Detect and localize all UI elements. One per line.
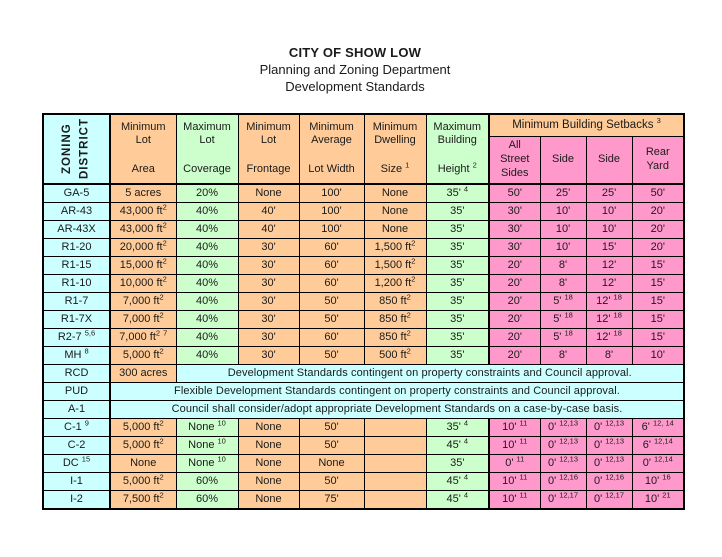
data-cell: 10,000 $ft^2$ [110, 275, 176, 293]
data-cell: 10' $^{11}$ [489, 491, 540, 510]
data-cell: 40% [176, 221, 238, 239]
data-cell: None [364, 203, 426, 221]
data-cell: 20' [489, 329, 540, 347]
row-label: R1-7X [43, 311, 110, 329]
header-line: Coverage [183, 162, 231, 175]
data-cell: 15' [632, 293, 684, 311]
data-cell: 35' [426, 221, 489, 239]
column-header-lines [111, 118, 176, 181]
header-line: Average [311, 134, 352, 147]
setbacks-subheader-1 [540, 137, 586, 185]
row-label: MH $^8$ [43, 347, 110, 365]
data-cell: 12' [586, 257, 632, 275]
header-line: Lot [199, 134, 215, 147]
subheader-line: Side [597, 153, 621, 166]
data-cell: 5,000 $ft^2$ [110, 347, 176, 365]
data-cell: 5 acres [110, 184, 176, 203]
data-cell: 6' $^{12,14}$ [632, 437, 684, 455]
data-cell: 300 acres [110, 365, 176, 383]
data-cell: 30' [489, 221, 540, 239]
data-cell: 1,200 $ft^2$ [364, 275, 426, 293]
header-line: Dwelling [374, 134, 416, 147]
row-label: AR-43 [43, 203, 110, 221]
data-cell: 50' [299, 311, 364, 329]
data-cell: 12' [586, 275, 632, 293]
table-row [43, 203, 684, 221]
data-cell: 0' $^{12,13}$ [586, 455, 632, 473]
data-cell: 50' [299, 419, 364, 437]
row-label: C-2 [43, 437, 110, 455]
column-header-lines [427, 118, 489, 181]
column-header-1 [176, 114, 238, 184]
data-cell: 0' $^{12,17}$ [586, 491, 632, 510]
data-cell: 8' [540, 257, 586, 275]
header-line: Minimum [309, 120, 354, 133]
header-line: Building [437, 134, 477, 147]
data-cell: 35' [426, 239, 489, 257]
data-cell: 50' [489, 184, 540, 203]
data-cell: 850 $ft^2$ [364, 329, 426, 347]
data-cell: 30' [238, 257, 299, 275]
header-line: Lot [260, 134, 277, 147]
setbacks-group-header: Minimum Building Setbacks $^3$ [489, 114, 684, 137]
data-cell: 0' $^{12,13}$ [540, 419, 586, 437]
data-cell: None [238, 419, 299, 437]
header-line: Height $^2$ [437, 160, 477, 175]
header-line: Area [131, 162, 155, 175]
data-cell: 5,000 $ft^2$ [110, 419, 176, 437]
data-cell: 45' $^4$ [426, 491, 489, 510]
table-row [43, 257, 684, 275]
subheader-line: Side [551, 153, 575, 166]
title-block [40, 45, 670, 94]
data-cell: 35' [426, 203, 489, 221]
data-cell: 12' $^{18}$ [586, 293, 632, 311]
subheader-line: Rear [645, 146, 670, 159]
data-cell: 10' [586, 203, 632, 221]
data-cell: 100' [299, 221, 364, 239]
table-row [43, 239, 684, 257]
data-cell: 35' [426, 329, 489, 347]
data-cell: 0' $^{11}$ [489, 455, 540, 473]
table-row [43, 275, 684, 293]
data-cell: 35' [426, 455, 489, 473]
data-cell: 35' $^4$ [426, 419, 489, 437]
data-cell: 50' [299, 473, 364, 491]
data-cell: 40% [176, 275, 238, 293]
data-cell: 45' $^4$ [426, 437, 489, 455]
data-cell: 15' [632, 275, 684, 293]
column-header-5 [426, 114, 489, 184]
data-cell: 10' [632, 347, 684, 365]
data-cell: 0' $^{12,16}$ [540, 473, 586, 491]
data-cell: 35' [426, 257, 489, 275]
page-subtitle-standards: Development Standards [285, 79, 425, 94]
data-cell: 0' $^{12,17}$ [540, 491, 586, 510]
data-cell: 100' [299, 184, 364, 203]
row-label: R2-7 $^{5,6}$ [43, 329, 110, 347]
table-row [43, 311, 684, 329]
data-cell: 40% [176, 311, 238, 329]
data-cell: 43,000 $ft^2$ [110, 221, 176, 239]
row-label: C-1 $^9$ [43, 419, 110, 437]
data-cell: 0' $^{12,16}$ [586, 473, 632, 491]
data-cell: None [238, 184, 299, 203]
row-label: PUD [43, 383, 110, 401]
data-cell: 60% [176, 491, 238, 510]
column-header-2 [238, 114, 299, 184]
data-cell: 60' [299, 329, 364, 347]
data-cell: 35' [426, 275, 489, 293]
row-label: I-1 [43, 473, 110, 491]
row-label: R1-7 [43, 293, 110, 311]
data-cell: 20' [632, 203, 684, 221]
data-cell: 0' $^{12,13}$ [540, 437, 586, 455]
data-cell: 40% [176, 239, 238, 257]
data-cell: 25' [586, 184, 632, 203]
data-cell: 500 $ft^2$ [364, 347, 426, 365]
data-cell: None [238, 473, 299, 491]
table-row [43, 365, 684, 383]
data-cell [364, 455, 426, 473]
table-row [43, 184, 684, 203]
row-label: R1-20 [43, 239, 110, 257]
data-cell: 20' [489, 311, 540, 329]
data-cell: 15' [632, 329, 684, 347]
data-cell [364, 419, 426, 437]
data-cell: 30' [238, 293, 299, 311]
data-cell: 1,500 $ft^2$ [364, 257, 426, 275]
table-row [43, 347, 684, 365]
data-cell: 100' [299, 203, 364, 221]
data-cell: 30' [238, 275, 299, 293]
data-cell: 10' [586, 221, 632, 239]
data-cell: 40% [176, 293, 238, 311]
data-cell: 850 $ft^2$ [364, 293, 426, 311]
column-header-lines [300, 118, 364, 181]
setbacks-subheader-0 [489, 137, 540, 185]
table-row [43, 329, 684, 347]
table-row [43, 221, 684, 239]
data-cell: 5,000 $ft^2$ [110, 437, 176, 455]
data-cell: 20' [489, 293, 540, 311]
data-cell: 20' [632, 239, 684, 257]
data-cell: 35' [426, 311, 489, 329]
data-cell: 75' [299, 491, 364, 510]
data-cell: 8' [586, 347, 632, 365]
data-cell: 10' $^{16}$ [632, 473, 684, 491]
data-cell: 6' $^{12, 14}$ [632, 419, 684, 437]
page-title: CITY OF SHOW LOW [288, 45, 422, 60]
header-line: Lot [135, 134, 151, 147]
data-cell: 20' [632, 221, 684, 239]
data-cell: 10' $^{21}$ [632, 491, 684, 510]
header-line: Minimum [246, 120, 291, 133]
data-cell: None $^{10}$ [176, 455, 238, 473]
data-cell: None [238, 455, 299, 473]
merged-note-cell: Flexible Development Standards contingent on property constraints and Council approval. [110, 383, 684, 401]
row-label: A-1 [43, 401, 110, 419]
row-label: RCD [43, 365, 110, 383]
data-cell: 850 $ft^2$ [364, 311, 426, 329]
data-cell: 35' [426, 347, 489, 365]
data-cell: 40' [238, 203, 299, 221]
data-cell: 10' $^{11}$ [489, 473, 540, 491]
data-cell: 30' [489, 239, 540, 257]
data-cell: 5' $^{18}$ [540, 311, 586, 329]
data-cell: 7,000 $ft^2$ [110, 311, 176, 329]
data-cell [364, 491, 426, 510]
data-cell: 8' [540, 275, 586, 293]
data-cell: 43,000 $ft^2$ [110, 203, 176, 221]
row-label: GA-5 [43, 184, 110, 203]
header-line: Minimum [372, 120, 418, 133]
row-label: DC $^{15}$ [43, 455, 110, 473]
table-row [43, 293, 684, 311]
table-row [43, 455, 684, 473]
subheader-line: All [508, 139, 521, 152]
corner-header-zoning-district [43, 114, 110, 184]
data-cell: 50' [299, 437, 364, 455]
data-cell: 20' [489, 257, 540, 275]
header-line: Size $^1$ [380, 160, 410, 175]
data-cell: 20' [489, 347, 540, 365]
data-cell: None [299, 455, 364, 473]
header-line: Lot Width [308, 162, 355, 175]
column-header-lines [239, 118, 299, 181]
data-cell: 7,000 $ft^2$ [110, 293, 176, 311]
table-row [43, 473, 684, 491]
column-header-4 [364, 114, 426, 184]
row-label: R1-10 [43, 275, 110, 293]
data-cell: 15,000 $ft^2$ [110, 257, 176, 275]
subheader-line: Sides [500, 166, 529, 179]
data-cell: 0' $^{12,14}$ [632, 455, 684, 473]
data-cell: None [110, 455, 176, 473]
data-cell: 15' [632, 257, 684, 275]
data-cell: 45' $^4$ [426, 473, 489, 491]
row-label: I-2 [43, 491, 110, 510]
data-cell: 60' [299, 257, 364, 275]
header-line: Maximum [433, 120, 482, 133]
row-label: AR-43X [43, 221, 110, 239]
data-cell: 12' $^{18}$ [586, 311, 632, 329]
data-cell: 50' [299, 347, 364, 365]
data-cell: None $^{10}$ [176, 437, 238, 455]
header-line: Maximum [183, 120, 231, 133]
table-row [43, 437, 684, 455]
setbacks-subheader-2 [586, 137, 632, 185]
data-cell: 8' [540, 347, 586, 365]
header-line: Minimum [120, 120, 166, 133]
header-line: Frontage [246, 162, 291, 175]
data-cell: None [364, 221, 426, 239]
page-subtitle-department: Planning and Zoning Department [259, 62, 451, 77]
data-cell: 50' [299, 293, 364, 311]
data-cell: None [238, 491, 299, 510]
data-cell: 10' [540, 203, 586, 221]
data-cell: 5' $^{18}$ [540, 329, 586, 347]
column-header-lines [365, 118, 426, 181]
table-row [43, 383, 684, 401]
data-cell: 15' [632, 311, 684, 329]
data-cell: 15' [586, 239, 632, 257]
data-cell: 12' $^{18}$ [586, 329, 632, 347]
data-cell: 50' [632, 184, 684, 203]
zoning-district-vertical-label: ZONING DISTRICT [61, 118, 91, 180]
data-cell [364, 437, 426, 455]
data-cell: 40% [176, 257, 238, 275]
data-cell: 10' $^{11}$ [489, 437, 540, 455]
data-cell: 30' [238, 347, 299, 365]
subheader-line: Street [500, 153, 530, 166]
data-cell: 60' [299, 275, 364, 293]
data-cell: 0' $^{12,13}$ [586, 437, 632, 455]
data-cell: 5' $^{18}$ [540, 293, 586, 311]
table-row [43, 419, 684, 437]
data-cell [364, 473, 426, 491]
data-cell: 30' [238, 329, 299, 347]
data-cell: 40% [176, 347, 238, 365]
merged-note-cell: Council shall consider/adopt appropriate Development Standards on a case-by-case basis. [110, 401, 684, 419]
data-cell: 10' [540, 221, 586, 239]
row-label: R1-15 [43, 257, 110, 275]
data-cell: 1,500 $ft^2$ [364, 239, 426, 257]
data-cell: 40' [238, 221, 299, 239]
data-cell: 60% [176, 473, 238, 491]
data-cell: 5,000 $ft^2$ [110, 473, 176, 491]
column-header-3 [299, 114, 364, 184]
data-cell: 35' $^4$ [426, 184, 489, 203]
subheader-line: Yard [646, 160, 669, 172]
data-cell: 40% [176, 329, 238, 347]
merged-note-cell: Development Standards contingent on property constraints and Council approval. [176, 365, 684, 383]
development-standards-table [42, 113, 685, 510]
data-cell: None $^{10}$ [176, 419, 238, 437]
data-cell: 20% [176, 184, 238, 203]
data-cell: 20' [489, 275, 540, 293]
data-cell: None [364, 184, 426, 203]
column-header-lines [177, 118, 238, 181]
data-cell: 7,500 $ft^2$ [110, 491, 176, 510]
data-cell: 30' [238, 239, 299, 257]
table-row [43, 401, 684, 419]
data-cell: 0' $^{12,13}$ [586, 419, 632, 437]
data-cell: 10' $^{11}$ [489, 419, 540, 437]
data-cell: 25' [540, 184, 586, 203]
data-cell: 20,000 $ft^2$ [110, 239, 176, 257]
data-cell: 60' [299, 239, 364, 257]
data-cell: 35' [426, 293, 489, 311]
data-cell: 7,000 $ft^2$ $^7$ [110, 329, 176, 347]
data-cell: 30' [238, 311, 299, 329]
data-cell: 0' $^{12,13}$ [540, 455, 586, 473]
data-cell: 40% [176, 203, 238, 221]
column-header-0 [110, 114, 176, 184]
data-cell: 10' [540, 239, 586, 257]
data-cell: None [238, 437, 299, 455]
table-row [43, 491, 684, 510]
setbacks-subheader-3 [632, 137, 684, 185]
data-cell: 30' [489, 203, 540, 221]
